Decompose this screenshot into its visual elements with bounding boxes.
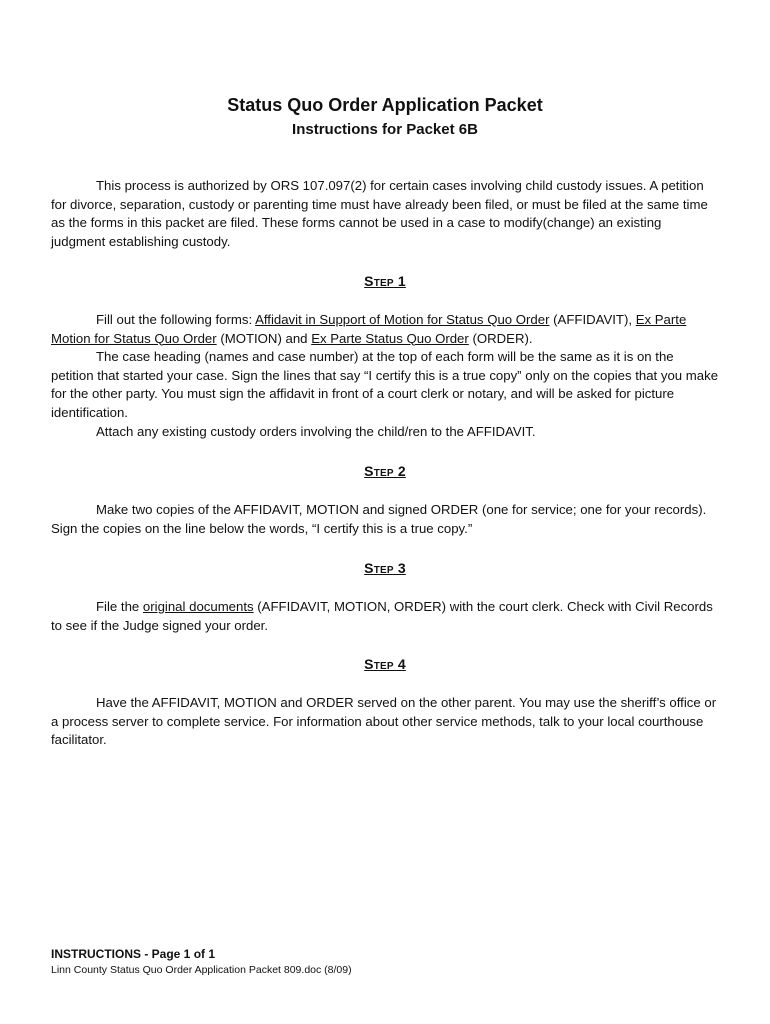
document-subtitle: Instructions for Packet 6B bbox=[292, 121, 478, 138]
step-1-forms-end: (ORDER). bbox=[468, 330, 533, 346]
order-form-link: Ex Parte Status Quo Order bbox=[311, 330, 469, 346]
affidavit-form-link: Affidavit in Support of Motion for Status Quo Order bbox=[255, 312, 550, 327]
step-3-paragraph bbox=[51, 598, 719, 635]
motion-form-link: Ex Parte Motion for Status Quo Order bbox=[51, 312, 687, 346]
step-1-forms-mid1: (AFFIDAVIT), bbox=[549, 312, 636, 327]
document-title: Status Quo Order Application Packet bbox=[227, 95, 543, 115]
step-1-forms-intro: Fill out the following forms: bbox=[96, 312, 256, 327]
step-2-paragraph: Make two copies of the AFFIDAVIT, MOTION and signed ORDER (one for service; one for your records). Sign the copies on the line below the words, “I certify this is a true copy.” bbox=[51, 502, 707, 536]
step-3-label: Step 3 bbox=[364, 560, 406, 576]
intro-paragraph: This process is authorized by ORS 107.097(2) for certain cases involving child custody issues. A petition for divorce, separation, custody or parenting time must have already been filed, or must be filed at the same time as the forms in this packet are filed. These forms cannot be used in a case to modify(change) an existing judgment establishing custody. bbox=[51, 178, 708, 249]
step-1-paragraph-forms bbox=[51, 311, 719, 348]
step-1-label: Step 1 bbox=[364, 273, 406, 289]
step-1-paragraph-heading-info: The case heading (names and case number) at the top of each form will be the same as it is on the petition that started your case. Sign the lines that say “I certify this is a true copy” only on the copies that you make for the other party. You must sign the affidavit in front of a court clerk or notary, and will be asked for picture identification. bbox=[51, 349, 719, 420]
step-2-label: Step 2 bbox=[364, 463, 406, 479]
step-1-paragraph-attach: Attach any existing custody orders involving the child/ren to the AFFIDAVIT. bbox=[96, 424, 536, 439]
footer-file-info: Linn County Status Quo Order Application Packet 809.doc (8/09) bbox=[51, 964, 352, 976]
step-3-intro: File the bbox=[96, 599, 143, 614]
step-1-forms-mid2: (MOTION) and bbox=[216, 330, 312, 346]
step-4-paragraph: Have the AFFIDAVIT, MOTION and ORDER served on the other parent. You may use the sheriff’s office or a process server to complete service. For information about other service methods, talk to your local courthouse facilitator. bbox=[51, 695, 717, 748]
step-3-heading bbox=[0, 560, 770, 576]
step-4-label: Step 4 bbox=[364, 656, 406, 672]
step-4-heading bbox=[0, 656, 770, 672]
step-2-heading bbox=[0, 463, 770, 479]
footer-page-label: INSTRUCTIONS - Page 1 of 1 bbox=[51, 947, 216, 961]
step-1-heading bbox=[0, 273, 770, 289]
step-3-rest: (AFFIDAVIT, MOTION, ORDER) with the court clerk. Check with Civil Records to see if the Judge signed your order. bbox=[51, 599, 713, 633]
original-documents-text: original documents bbox=[142, 599, 254, 614]
